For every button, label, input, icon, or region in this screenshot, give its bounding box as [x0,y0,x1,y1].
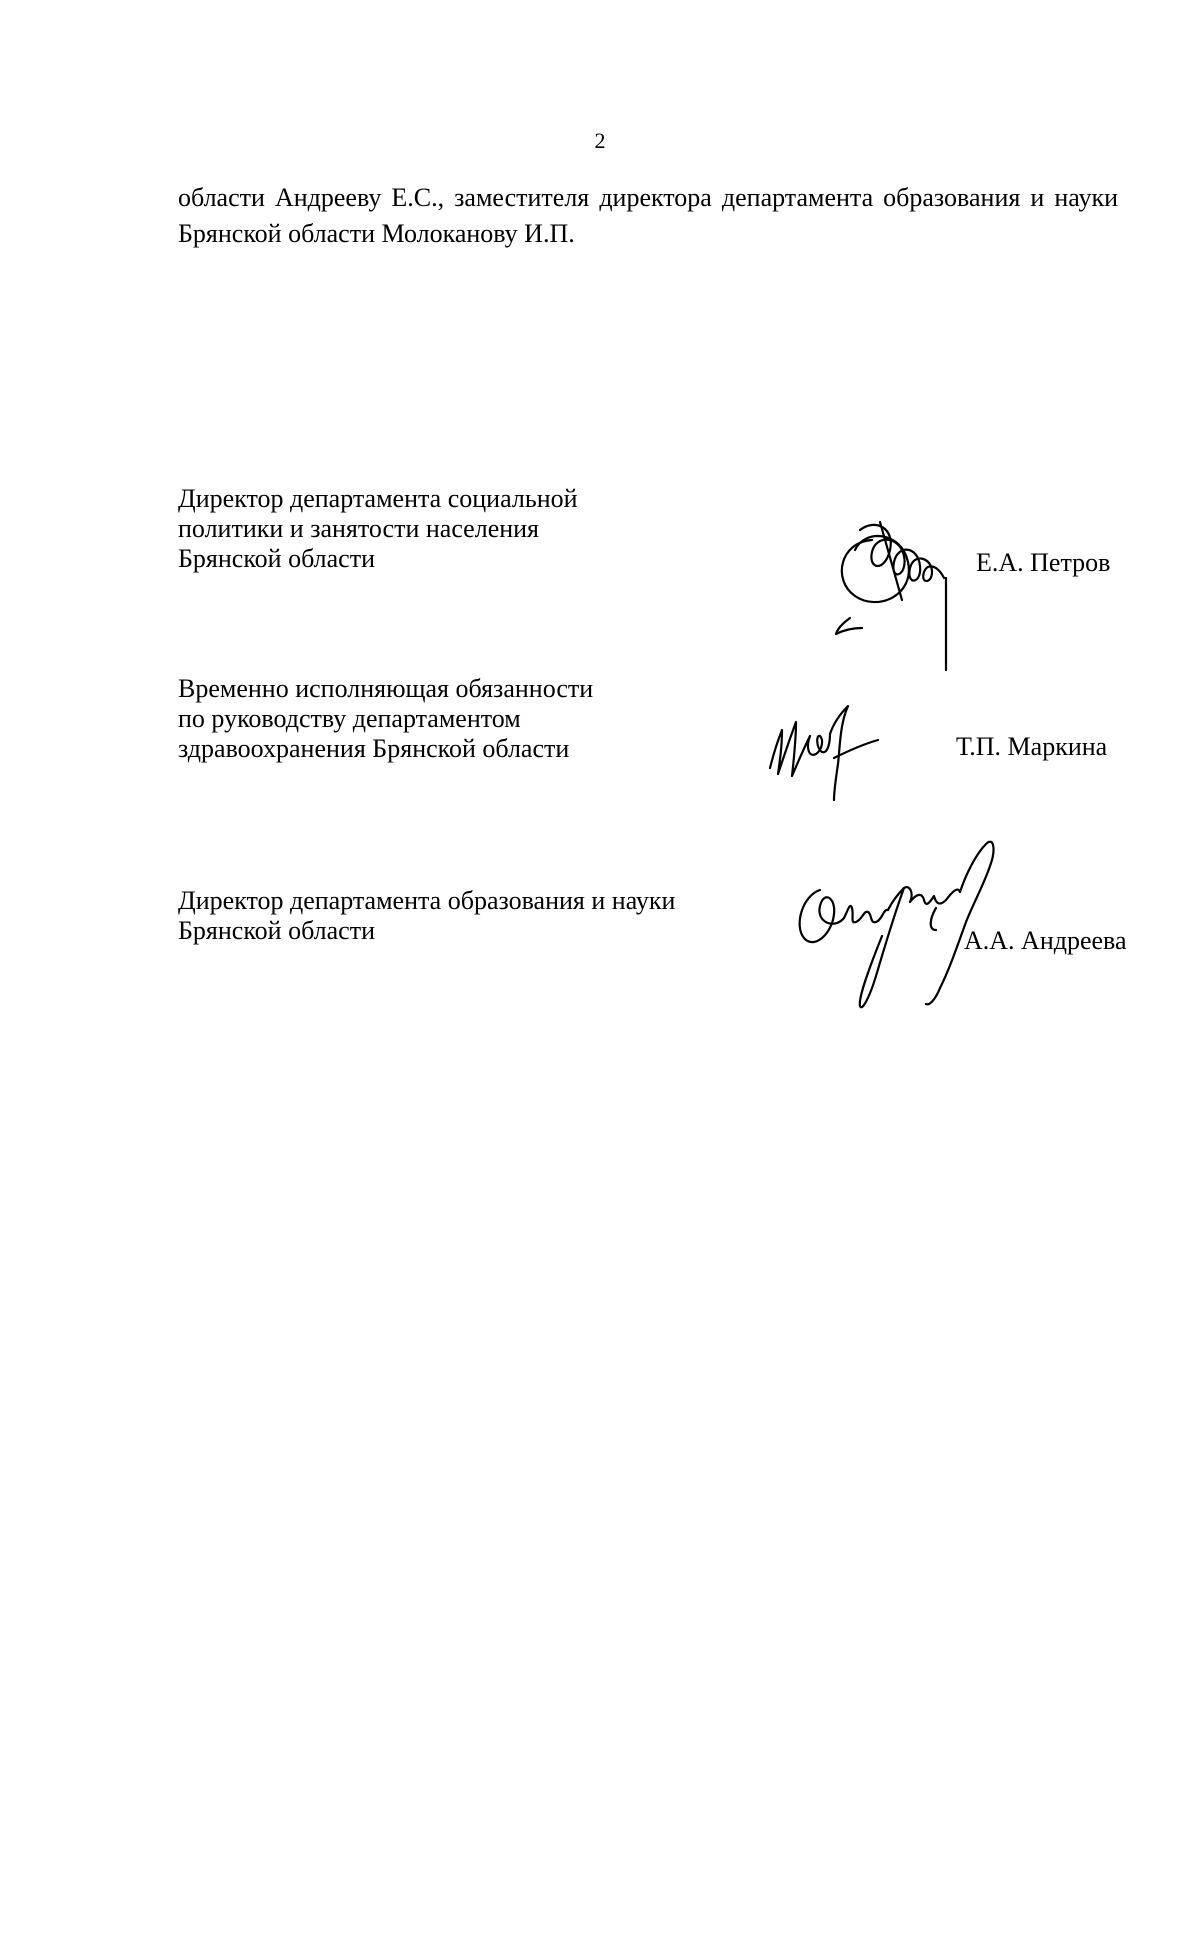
position-line: по руководству департаментом [178,704,521,733]
position-line: Брянской области [178,544,375,573]
signature-markina [764,682,884,802]
signatory-position-healthcare [178,674,593,764]
position-line: политики и занятости населения [178,514,540,543]
position-line: здравоохранения Брянской области [178,734,570,763]
signatory-position-social-policy [178,484,578,574]
signer-name-andreeva: А.А. Андреева [964,926,1127,955]
position-line: Директор департамента образования и науки [178,886,676,915]
signer-name-petrov: Е.А. Петров [976,548,1111,577]
position-line: Временно исполняющая обязанности [178,674,594,703]
body-line: Брянской области Молоканову И.П. [178,219,575,248]
position-line: Брянской области [178,916,375,945]
body-paragraph [178,180,1118,252]
page-number: 2 [594,128,606,153]
signatory-position-education [178,886,675,946]
signature-petrov [820,500,970,680]
position-line: Директор департамента социальной [178,484,578,513]
signer-name-markina: Т.П. Маркина [956,732,1108,761]
body-line: области Андрееву Е.С., заместителя директора департамента образования и науки [178,183,1118,212]
